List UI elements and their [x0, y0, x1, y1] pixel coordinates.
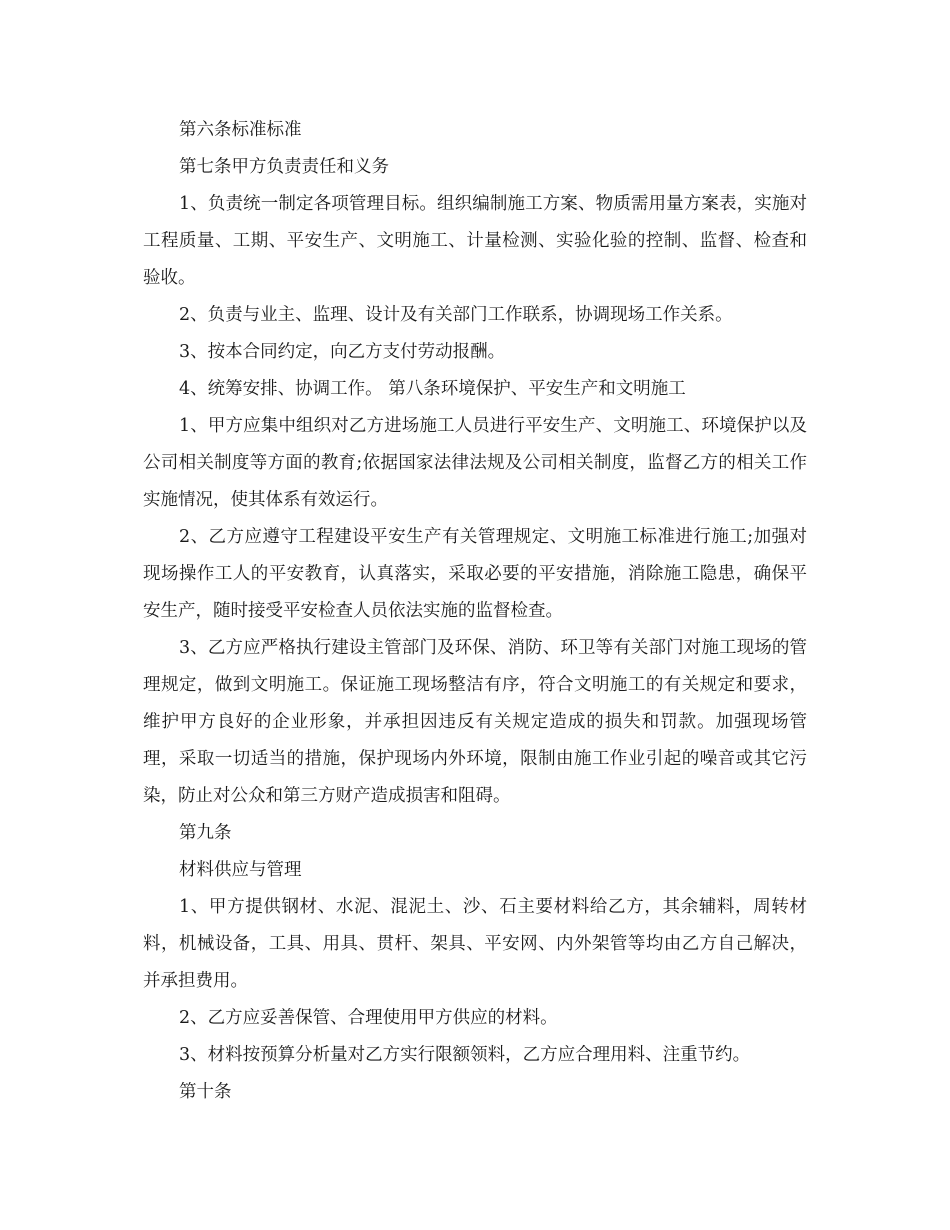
article-9-clause-1: 1、甲方提供钢材、水泥、混泥土、沙、石主要材料给乙方，其余辅料，周转材料，机械设备，工具、用具、贯杆、架具、平安网、内外架管等均由乙方自己解决，并承担费用。	[143, 897, 807, 991]
article-9-title: 材料供应与管理	[179, 860, 302, 880]
article-9-clause-3: 3、材料按预算分析量对乙方实行限额领料，乙方应合理用料、注重节约。	[179, 1045, 751, 1065]
article-8-clause-3: 3、乙方应严格执行建设主管部门及环保、消防、环卫等有关部门对施工现场的管理规定，做到文明施工。保证施工现场整洁有序，符合文明施工的有关规定和要求，维护甲方良好的企业形象，并承担因违反有关规定造成的损失和罚款。加强现场管理，采取一切适当的措施，保护现场内外环境，限制由施工作业引起的噪音或其它污染，防止对公众和第三方财产造成损害和阻碍。	[143, 638, 807, 806]
article-10-heading: 第十条	[179, 1082, 232, 1102]
article-8-clause-1: 1、甲方应集中组织对乙方进场施工人员进行平安生产、文明施工、环境保护以及公司相关制度等方面的教育;依据国家法律法规及公司相关制度，监督乙方的相关工作实施情况，使其体系有效运行。	[143, 416, 807, 510]
article-9-heading: 第九条	[179, 823, 232, 843]
article-7-clause-4-and-article-8-heading: 4、统筹安排、协调工作。 第八条环境保护、平安生产和文明施工	[179, 379, 686, 399]
article-8-clause-2: 2、乙方应遵守工程建设平安生产有关管理规定、文明施工标准进行施工;加强对现场操作工人的平安教育，认真落实，采取必要的平安措施，消除施工隐患，确保平安生产，随时接受平安检查人员依法实施的监督检查。	[143, 527, 807, 621]
article-7-heading: 第七条甲方负责责任和义务	[179, 157, 389, 177]
document-page	[143, 112, 807, 1111]
article-7-clause-3: 3、按本合同约定，向乙方支付劳动报酬。	[179, 342, 506, 362]
article-7-clause-1: 1、负责统一制定各项管理目标。组织编制施工方案、物质需用量方案表，实施对工程质量、工期、平安生产、文明施工、计量检测、实验化验的控制、监督、检查和验收。	[143, 194, 807, 288]
article-6-heading: 第六条标准标准	[179, 120, 302, 140]
article-9-clause-2: 2、乙方应妥善保管、合理使用甲方供应的材料。	[179, 1008, 558, 1028]
article-7-clause-2: 2、负责与业主、监理、设计及有关部门工作联系，协调现场工作关系。	[179, 305, 733, 325]
